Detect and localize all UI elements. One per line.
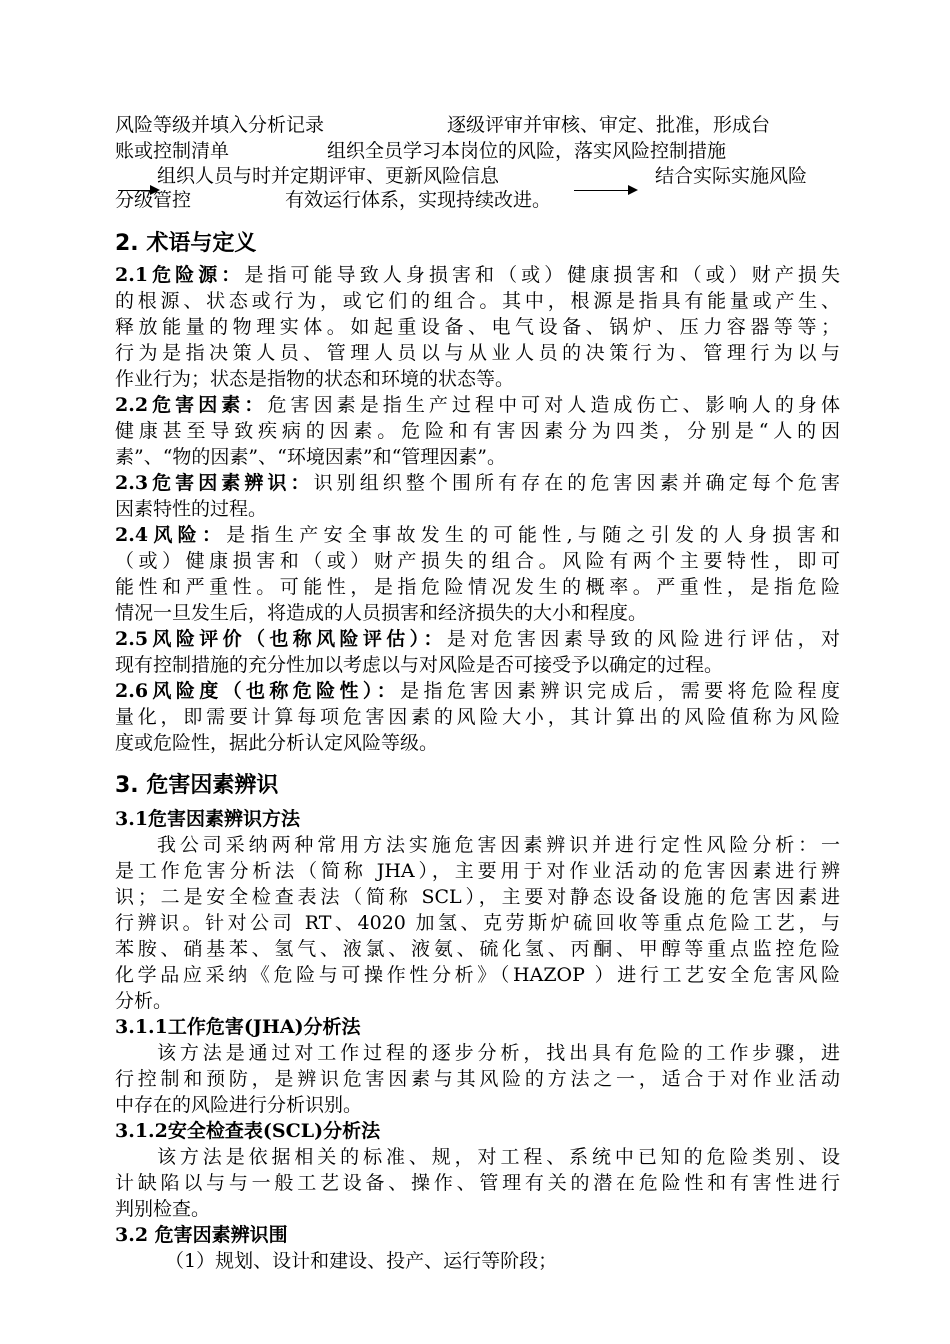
text-line: 我公司采纳两种常用方法实施危害因素辨识并进行定性风险分析：一	[157, 834, 840, 856]
definition-2-4: 2.4风险：是指生产安全事故发生的可能性,与随之引发的人身损害和	[115, 524, 841, 546]
text-line: 能性和严重性。可能性，是指危险情况发生的概率。严重性，是指危险	[115, 576, 840, 598]
flow-step-review: 逐级评审并审核、审定、批准，形成台	[447, 114, 771, 136]
text-line: （1）规划、设计和建设、投产、运行等阶段；	[165, 1250, 558, 1272]
definition-2-5: 2.5风险评价（也称风险评估）：是对危害因素导致的风险进行评估，对	[115, 628, 840, 650]
flow-arrow-icon	[118, 190, 158, 191]
definition-term: 2.2危害因素：	[115, 394, 268, 416]
definition-term: 2.3危害因素辨识：	[115, 472, 314, 494]
text-line: 的根源、状态或行为，或它们的组合。其中，根源是指具有能量或产生、	[115, 290, 840, 312]
text-line: 行为是指决策人员、管理人员以与从业人员的决策行为、管理行为以与	[115, 342, 840, 364]
flow-step-improve: 有效运行体系，实现持续改进。	[285, 189, 552, 211]
text-line: 是工作危害分析法（简称 JHA），主要用于对作业活动的危害因素进行辨	[115, 860, 840, 882]
flow-step-risk-level: 风险等级并填入分析记录	[115, 114, 325, 136]
flow-arrow-icon	[574, 190, 636, 191]
flow-step-training: 组织全员学习本岗位的风险，落实风险控制措施	[327, 140, 727, 162]
text-line: 量化，即需要计算每项危害因素的风险大小，其计算出的风险值称为风险	[115, 706, 840, 728]
text-line: 计缺陷以与与一般工艺设备、操作、管理有关的潜在危险性和有害性进行	[115, 1172, 840, 1194]
section-2-heading: 2. 术语与定义	[115, 231, 257, 256]
subsection-3-1-1-heading: 3.1.1工作危害(JHA)分析法	[115, 1016, 361, 1038]
text-line: 因素特性的过程。	[115, 498, 268, 520]
section-3-heading: 3. 危害因素辨识	[115, 773, 279, 798]
text-line: 苯胺、硝基苯、氢气、液氯、液氨、硫化氢、丙酮、甲醇等重点监控危险	[115, 938, 840, 960]
text-line: 识；二是安全检查表法（简称 SCL），主要对静态设备设施的危害因素进	[115, 886, 840, 908]
flow-step-ledger: 账或控制清单	[115, 140, 230, 162]
definition-2-3: 2.3危害因素辨识：识别组织整个围所有存在的危害因素并确定每个危害	[115, 472, 840, 494]
text-line: 释放能量的物理实体。如起重设备、电气设备、锅炉、压力容器等等；	[115, 316, 840, 338]
subsection-3-2-heading: 3.2 危害因素辨识围	[115, 1224, 288, 1246]
definition-2-1: 2.1危险源：是指可能导致人身损害和（或）健康损害和（或）财产损失	[115, 264, 840, 286]
text-line: 作业行为；状态是指物的状态和环境的状态等。	[115, 368, 515, 390]
definition-term: 2.1危险源：	[115, 264, 245, 286]
text-line: 行辨识。针对公司 RT、4020 加氢、克劳斯炉硫回收等重点危险工艺，与	[115, 912, 840, 934]
text-line: 化学品应采纳《危险与可操作性分析》（HAZOP ）进行工艺安全危害风险	[115, 964, 840, 986]
text-line: 行控制和预防，是辨识危害因素与其风险的方法之一，适合于对作业活动	[115, 1068, 840, 1090]
subsection-3-1-heading: 3.1危害因素辨识方法	[115, 808, 301, 830]
text-line: 判别检查。	[115, 1198, 211, 1220]
flow-step-implement: 结合实际实施风险	[655, 165, 808, 187]
text-line: 度或危险性，据此分析认定风险等级。	[115, 732, 439, 754]
subsection-3-1-2-heading: 3.1.2安全检查表(SCL)分析法	[115, 1120, 381, 1142]
definition-term: 2.6风险度（也称危险性）：	[115, 680, 401, 702]
definition-term: 2.4风险：	[115, 524, 227, 546]
definition-2-2: 2.2危害因素：危害因素是指生产过程中可对人造成伤亡、影响人的身体	[115, 394, 840, 416]
text-line: 素”、“物的因素”、“环境因素”和“管理因素”。	[115, 446, 506, 468]
text-line: 该方法是通过对工作过程的逐步分析，找出具有危险的工作步骤，进	[157, 1042, 840, 1064]
text-line: 分析。	[115, 990, 173, 1012]
flow-step-update: 组织人员与时并定期评审、更新风险信息	[157, 165, 500, 187]
flow-step-grading: 分级管控	[115, 189, 192, 211]
definition-term: 2.5风险评价（也称风险评估）：	[115, 628, 447, 650]
text-line: （或）健康损害和（或）财产损失的组合。风险有两个主要特性，即可	[115, 550, 840, 572]
text-line: 该方法是依据相关的标准、规，对工程、系统中已知的危险类别、设	[157, 1146, 840, 1168]
text-line: 情况一旦发生后，将造成的人员损害和经济损失的大小和程度。	[115, 602, 648, 624]
definition-2-6: 2.6风险度（也称危险性）：是指危害因素辨识完成后，需要将危险程度	[115, 680, 840, 702]
text-line: 现有控制措施的充分性加以考虑以与对风险是否可接受予以确定的过程。	[115, 654, 724, 676]
text-line: 健康甚至导致疾病的因素。危险和有害因素分为四类，分别是“人的因	[115, 420, 840, 442]
text-line: 中存在的风险进行分析识别。	[115, 1094, 363, 1116]
